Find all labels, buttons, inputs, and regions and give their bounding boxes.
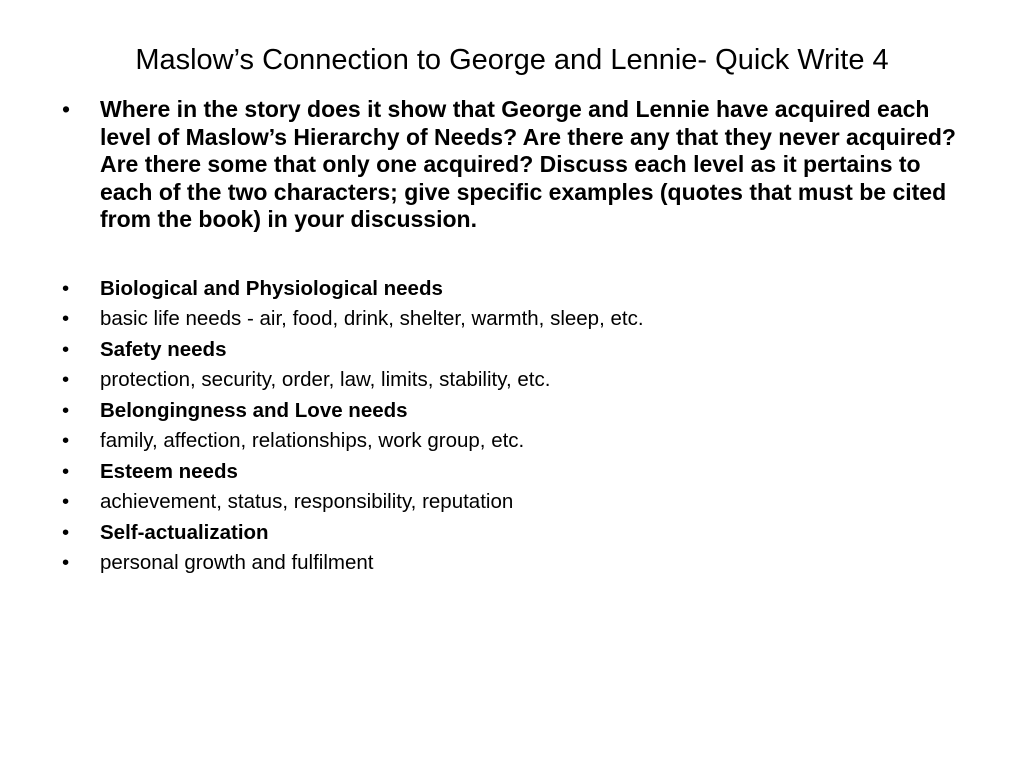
bullet-icon: •: [62, 337, 70, 361]
need-level-name-text: Safety needs: [100, 337, 227, 361]
question-list: [62, 96, 962, 234]
bullet-icon: •: [62, 368, 70, 391]
bullet-icon: •: [62, 96, 71, 122]
need-level-name: [62, 335, 962, 366]
need-level-description-text: personal growth and fulfilment: [100, 551, 374, 574]
need-level-description: [62, 304, 962, 335]
need-level-description-text: basic life needs - air, food, drink, shelter, warmth, sleep, etc.: [100, 307, 644, 330]
need-level-description-text: protection, security, order, law, limits, stability, etc.: [100, 368, 551, 391]
bullet-icon: •: [62, 490, 70, 513]
need-level-name-text: Esteem needs: [100, 459, 238, 483]
need-level-description: [62, 487, 962, 518]
need-level-description: [62, 548, 962, 579]
need-level-name-text: Biological and Physiological needs: [100, 276, 443, 300]
need-level-name: [62, 396, 962, 427]
question-bullet: [62, 96, 962, 234]
need-level-description-text: achievement, status, responsibility, reputation: [100, 490, 514, 513]
need-level-description-text: family, affection, relationships, work group, etc.: [100, 429, 525, 452]
need-level-name: [62, 274, 962, 305]
need-level-name-text: Self-actualization: [100, 520, 269, 544]
bullet-icon: •: [62, 398, 70, 422]
bullet-icon: •: [62, 276, 70, 300]
bullet-icon: •: [62, 429, 70, 452]
need-level-description: [62, 426, 962, 457]
bullet-icon: •: [62, 459, 70, 483]
slide-body: [62, 96, 962, 579]
slide-title: Maslow’s Connection to George and Lennie- Quick Write 4: [135, 44, 889, 76]
question-text: Where in the story does it show that George and Lennie have acquired each level of Maslow’s Hierarchy of Needs? Are there any that they never acquired? Are there some that only one acquired? Discuss each level as it pertains to each of the two characters; give specific examples (quotes that must be cited from the book) in your discussion.: [100, 96, 956, 232]
need-level-name: [62, 457, 962, 488]
need-level-description: [62, 365, 962, 396]
need-level-name-text: Belongingness and Love needs: [100, 398, 408, 422]
bullet-icon: •: [62, 307, 70, 330]
bullet-icon: •: [62, 551, 70, 574]
needs-list: [62, 274, 962, 579]
need-level-name: [62, 518, 962, 549]
bullet-icon: •: [62, 520, 70, 544]
